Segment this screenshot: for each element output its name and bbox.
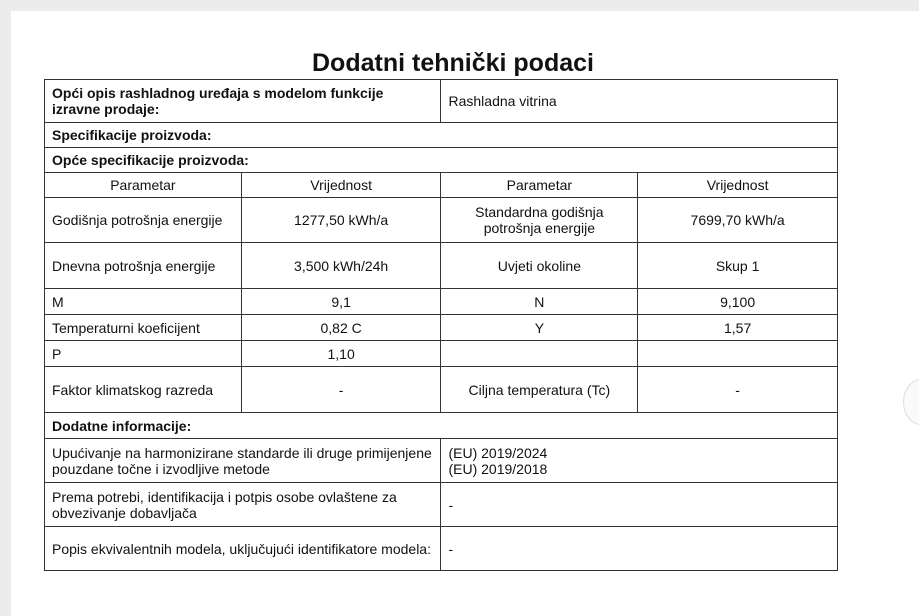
info-label: Popis ekvivalentnih modela, uključujući identifikatore modela: bbox=[45, 527, 441, 571]
table-cell: Godišnja potrošnja energije bbox=[45, 198, 242, 243]
table-cell: N bbox=[441, 289, 638, 315]
table-cell: - bbox=[241, 367, 441, 413]
info-value-line: (EU) 2019/2018 bbox=[448, 460, 548, 477]
table-cell: P bbox=[45, 341, 242, 367]
table-cell: Temperaturni koeficijent bbox=[45, 315, 242, 341]
spec-table bbox=[44, 79, 838, 571]
info-value: - bbox=[441, 527, 838, 571]
info-value-line: (EU) 2019/2024 bbox=[448, 444, 548, 461]
table-cell: Ciljna temperatura (Tc) bbox=[441, 367, 638, 413]
general-spec-header: Opće specifikacije proizvoda: bbox=[45, 148, 838, 173]
table-row bbox=[45, 341, 838, 367]
document-title: Dodatni tehnički podaci bbox=[312, 49, 594, 77]
table-cell: - bbox=[638, 367, 838, 413]
table-row bbox=[45, 243, 838, 289]
info-label: Prema potrebi, identifikacija i potpis osobe ovlaštene za obvezivanje dobavljača bbox=[45, 483, 441, 527]
general-label: Opći opis rashladnog uređaja s modelom funkcije izravne prodaje: bbox=[45, 80, 441, 123]
table-cell: 1,57 bbox=[638, 315, 838, 341]
column-header: Vrijednost bbox=[241, 173, 441, 198]
table-cell bbox=[441, 341, 638, 367]
section-header-row bbox=[45, 123, 838, 148]
column-header-row bbox=[45, 173, 838, 198]
spec-header: Specifikacije proizvoda: bbox=[45, 123, 838, 148]
additional-header: Dodatne informacije: bbox=[45, 413, 838, 439]
info-row bbox=[45, 439, 838, 483]
column-header: Parametar bbox=[441, 173, 638, 198]
table-cell: 9,100 bbox=[638, 289, 838, 315]
table-cell bbox=[638, 341, 838, 367]
table-cell: Skup 1 bbox=[638, 243, 838, 289]
column-header: Parametar bbox=[45, 173, 242, 198]
info-row bbox=[45, 527, 838, 571]
table-cell: 0,82 C bbox=[241, 315, 441, 341]
table-cell: 9,1 bbox=[241, 289, 441, 315]
table-cell: Uvjeti okoline bbox=[441, 243, 638, 289]
table-cell: 7699,70 kWh/a bbox=[638, 198, 838, 243]
general-row bbox=[45, 80, 838, 123]
table-cell: 1277,50 kWh/a bbox=[241, 198, 441, 243]
general-value: Rashladna vitrina bbox=[441, 80, 838, 123]
info-value bbox=[441, 439, 838, 483]
table-cell: Dnevna potrošnja energije bbox=[45, 243, 242, 289]
section-header-row bbox=[45, 148, 838, 173]
table-cell: Faktor klimatskog razreda bbox=[45, 367, 242, 413]
side-scroll-button[interactable] bbox=[903, 379, 919, 425]
table-cell: Y bbox=[441, 315, 638, 341]
table-cell: M bbox=[45, 289, 242, 315]
table-cell: 1,10 bbox=[241, 341, 441, 367]
table-cell: Standardna godišnja potrošnja energije bbox=[441, 198, 638, 243]
info-label: Upućivanje na harmonizirane standarde ili druge primijenjene pouzdane točne i izvodljive metode bbox=[45, 439, 441, 483]
section-header-row bbox=[45, 413, 838, 439]
table-row bbox=[45, 367, 838, 413]
table-row bbox=[45, 198, 838, 243]
column-header: Vrijednost bbox=[638, 173, 838, 198]
table-cell: 3,500 kWh/24h bbox=[241, 243, 441, 289]
info-row bbox=[45, 483, 838, 527]
table-row bbox=[45, 289, 838, 315]
document-page bbox=[11, 11, 919, 616]
table-row bbox=[45, 315, 838, 341]
info-value: - bbox=[441, 483, 838, 527]
